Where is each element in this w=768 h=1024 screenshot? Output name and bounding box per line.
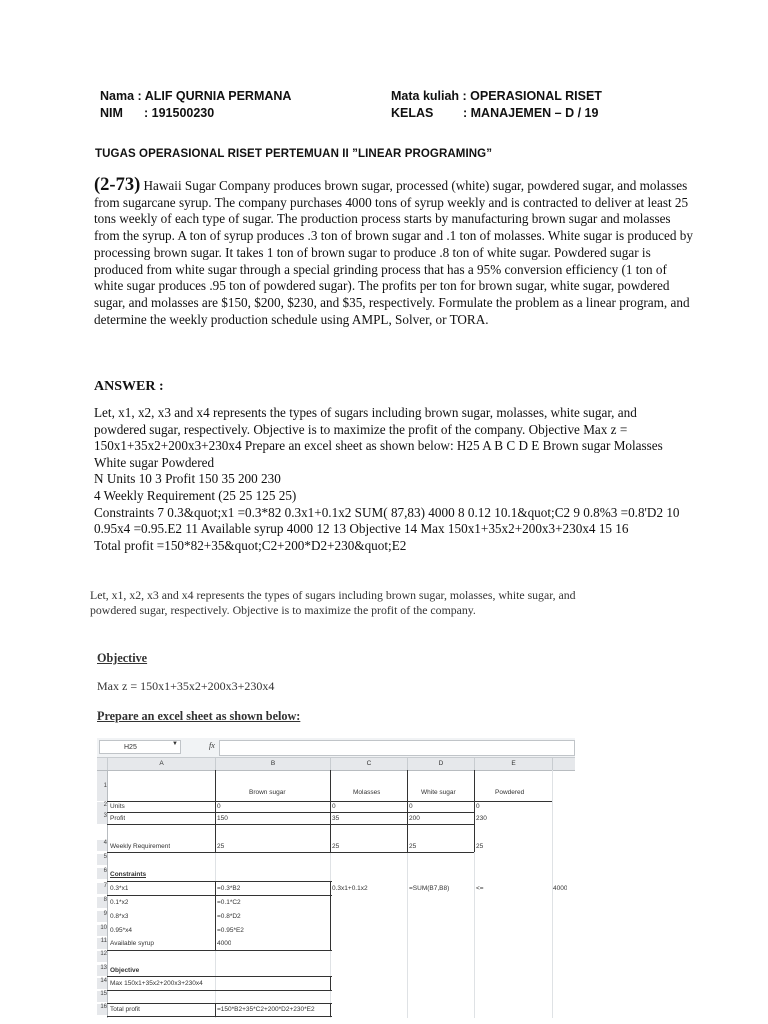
row-number: 10 [97,925,107,936]
cell-profit-label: Profit [110,815,126,822]
cell-value: 200 [409,815,420,822]
row-number: 6 [97,868,107,879]
corner-cell [97,758,107,770]
nim-value: : 191500230 [144,106,215,120]
cell-value: 230 [476,815,487,822]
excel-sheet-image [97,738,575,1018]
cell-value: 0 [409,803,413,810]
fx-icon: fx [209,741,215,750]
cell-value: 25 [476,843,484,850]
header-molasses: Molasses [353,789,381,796]
cell-objective-heading: Objective [110,967,140,974]
student-name: Nama : ALIF QURNIA PERMANA [100,89,292,103]
row-number: 3 [97,813,107,824]
cell-objective-expression: Max 150x1+35x2+200x3+230x4 [110,980,203,987]
column-header: A [107,758,215,770]
cell-weekly-requirement-label: Weekly Requirement [110,843,171,850]
row-number: 12 [97,951,107,962]
cell-value: 0 [476,803,480,810]
problem-text: Hawaii Sugar Company produces brown sugar, processed (white) sugar, powdered sugar, and molasses from sugarcane syrup. The company purchases 4000 tons of syrup weekly and is contracted to deliver at least 25 tons weekly of each type of sugar. The production process starts by manufacturing brown sugar and molasses from the syrup. A ton of syrup produces .3 ton of brown sugar and .1 ton of molasses. White sugar is produced by processing brown sugar. It takes 1 ton of brown sugar to produce .8 ton of white sugar. Powdered sugar is produced from white sugar through a special grinding process that has a 95% conversion efficiency (1 ton of white sugar produces .95 ton of powdered sugar). The profits per ton for brown sugar, white sugar, powdered sugar, and molasses are $150, $200, $230, and $35, respectively. Formulate the problem as a linear program, and determine the weekly production schedule using AMPL, Solver, or TORA. [94,178,693,327]
cell-operator: <= [476,885,484,892]
answer-line: Constraints 7 0.3&quot;x1 =0.3*82 0.3x1+0.1x2 SUM( 87,83) 4000 8 0.12 10.1&quot;C2 9 0.8%3 =0.8'D2 10 0.95x4 =0.95.E2 11 Available syrup 4000 12 13 Objective 14 Max 150x1+35x2+200x3+230x4 15 16 [94,504,683,537]
scan-intro: Let, x1, x2, x3 and x4 represents the types of sugars including brown sugar, molasses, white sugar, and powdered sugar, respectively. Objective is to maximize the profit of the company. [90,588,576,617]
name-box: H25 [99,740,181,754]
column-header: D [407,758,474,770]
column-headers [97,758,575,771]
row-number: 14 [97,978,107,989]
cell-rhs-value: 4000 [553,885,568,892]
cell-formula: =0.95*E2 [217,927,244,934]
row-number: 7 [97,883,107,894]
column-header: B [215,758,330,770]
scan-objective-heading: Objective [97,651,148,665]
column-header: E [474,758,552,770]
problem-statement [94,177,694,328]
cell-constraint-label: 0.95*x4 [110,927,133,934]
cell-sum-formula: =SUM(B7,B8) [409,885,450,892]
cell-value: 4000 [217,940,232,947]
row-number: 5 [97,854,107,865]
row-number: 16 [97,1004,107,1015]
row-number: 9 [97,911,107,922]
column-header: C [330,758,407,770]
answer-line: Total profit =150*82+35&quot;C2+200*D2+230&quot;E2 [94,537,407,553]
cell-constraint-expression: 0.3x1+0.1x2 [332,885,368,892]
cell-constraint-label: 0.8*x3 [110,913,129,920]
cell-formula: =0.3*B2 [217,885,241,892]
cell-formula: =0.1*C2 [217,899,241,906]
cell-constraint-label: 0.3*x1 [110,885,129,892]
cell-value: 35 [332,815,340,822]
header-white-sugar: White sugar [421,789,456,796]
cell-value: 0 [217,803,221,810]
cell-value: 0 [332,803,336,810]
dropdown-arrow-icon: ▼ [172,741,178,747]
assignment-title: TUGAS OPERASIONAL RISET PERTEMUAN II ”LINEAR PROGRAMING” [95,148,493,160]
answer-line: N Units 10 3 Profit 150 35 200 230 [94,471,281,487]
nim-label: NIM [100,106,123,120]
cell-total-profit-formula: =150*B2+35*C2+200*D2+230*E2 [217,1006,315,1013]
cell-constraint-label: 0.1*x2 [110,899,129,906]
cell-constraints-heading: Constraints [110,871,147,878]
cell-units-label: Units [110,803,125,810]
answer-line: 4 Weekly Requirement (25 25 125 25) [94,487,297,503]
row-number: 2 [97,802,107,813]
cell-available-syrup-label: Available syrup [110,940,154,947]
answer-body [94,405,684,554]
row-number: 1 [97,771,107,801]
row-number: 13 [97,965,107,976]
formula-input [219,740,575,756]
kelas-value: : MANAJEMEN – D / 19 [463,106,599,120]
row-number: 15 [97,991,107,1002]
header-brown-sugar: Brown sugar [249,789,286,796]
header-powdered: Powdered [495,789,525,796]
course-name: Mata kuliah : OPERASIONAL RISET [391,89,602,103]
cell-value: 25 [217,843,225,850]
column-header-extra [552,758,575,770]
cell-value: 150 [217,815,228,822]
embedded-screenshot [90,588,590,723]
cell-total-profit-label: Total profit [110,1006,140,1013]
row-number: 4 [97,840,107,851]
cell-formula: =0.8*D2 [217,913,241,920]
answer-heading: ANSWER : [94,379,164,394]
formula-bar [97,738,575,758]
scan-max-z: Max z = 150x1+35x2+200x3+230x4 [97,679,275,693]
cell-value: 25 [332,843,340,850]
answer-line: Let, x1, x2, x3 and x4 represents the types of sugars including brown sugar, molasses, white sugar, and powdered sugar, respectively. Objective is to maximize the profit of the company. Objective Max z = 150x1+35x2+200x3+230x4 Prepare an excel sheet as shown below: H25 A B C D E Brown sugar Molasses White sugar Powdered [94,405,666,470]
problem-number: (2-73) [94,175,141,195]
kelas-label: KELAS [391,106,434,120]
row-number: 11 [97,938,107,949]
row-number: 8 [97,897,107,908]
course-info-right [391,88,602,122]
student-info-left [100,88,291,122]
cell-value: 25 [409,843,417,850]
scan-prepare-heading: Prepare an excel sheet as shown below: [97,709,301,723]
